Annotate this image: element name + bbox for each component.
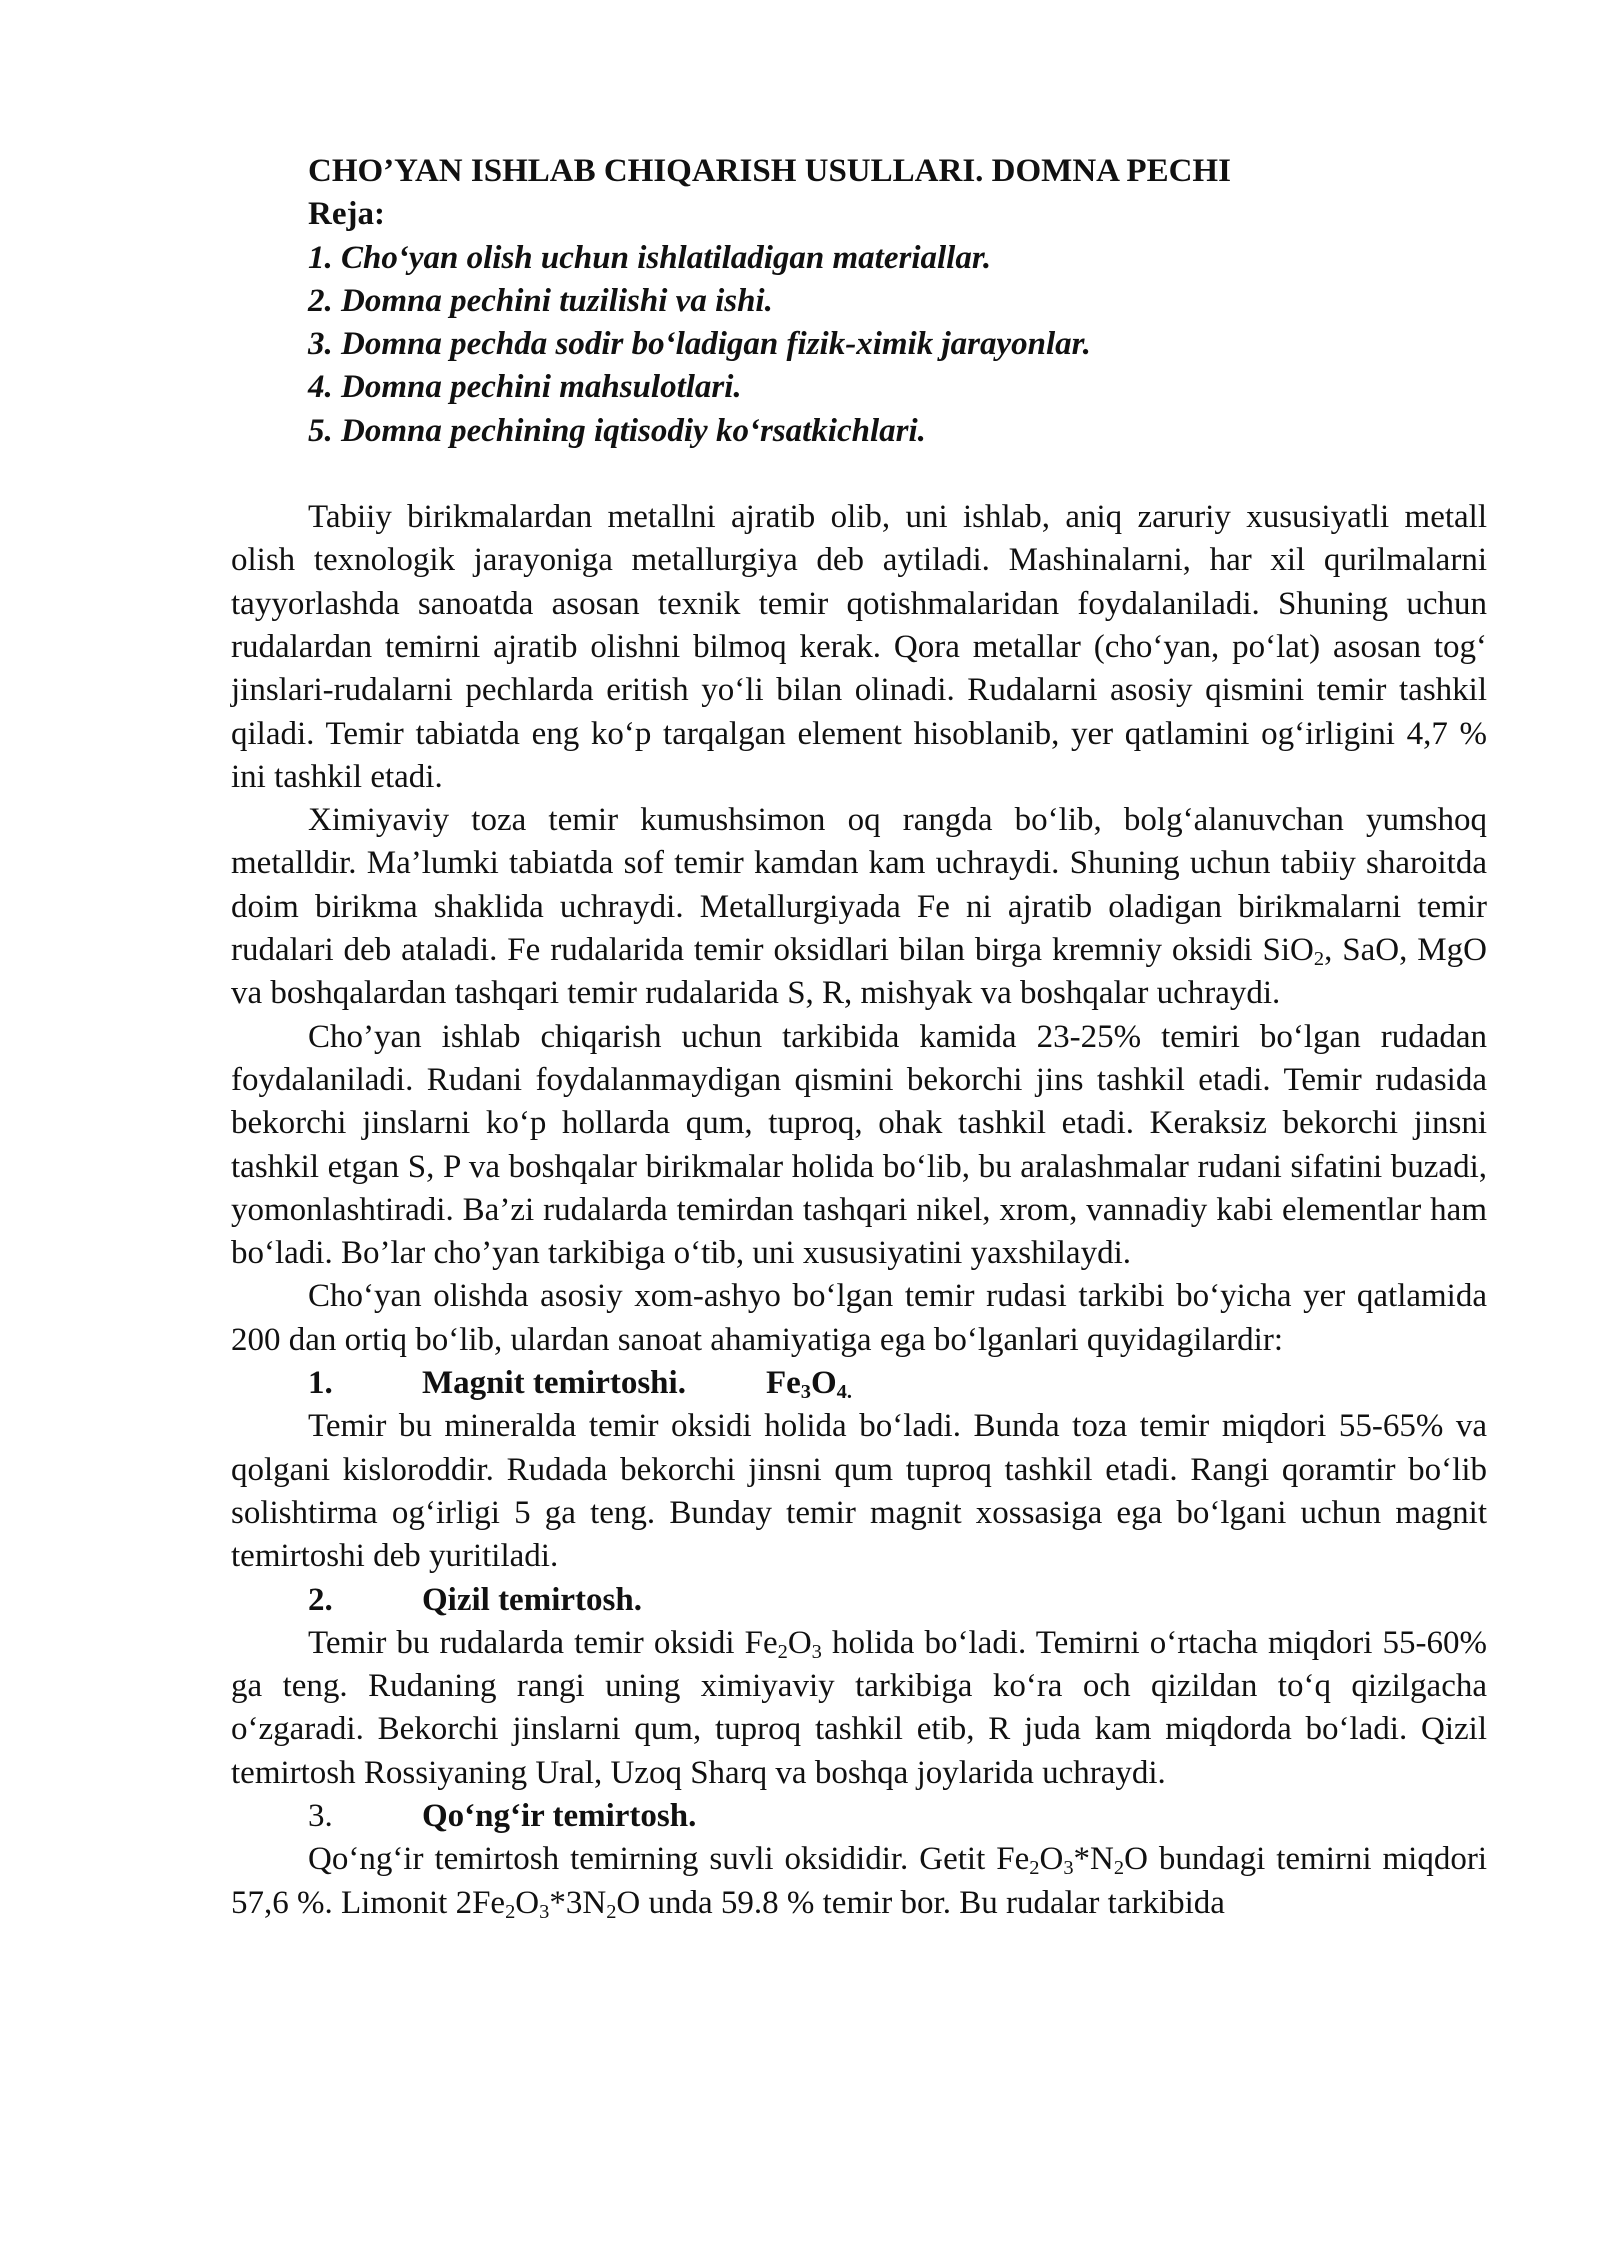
plan-item: 5. Domna pechining iqtisodiy ko‘rsatkichlari. [308,412,926,449]
plan-item: 1. Cho‘yan olish uchun ishlatiladigan materiallar. [308,239,992,276]
paragraph-hematite: Temir bu rudalarda temir oksidi $Fe_2O_3$ holida bo‘ladi. Temirni o‘rtacha miqdori 55-60% ga teng. Rudaning rangi uning ximiyaviy tarkibiga ko‘ra och qizildan to‘q qizilgacha o‘zgaradi. Bekorchi jinslarni qum, tuproq tashkil etib, R juda kam miqdorda bo‘ladi. Qizil temirtosh Rossiyaning Ural, Uzoq Sharq va boshqa joylarida uchraydi. [231,1624,1487,1791]
paragraph-pure-iron: Ximiyaviy toza temir kumushsimon oq rangda bo‘lib, bolg‘alanuvchan yumshoq metalldir. Ma’lumki tabiatda sof temir kamdan kam uchraydi. Shuning uchun tabiiy sharoitda doim birikma shaklida uchraydi. Metallurgiyada Fe ni ajratib oladigan birikmalarni temir rudalari deb ataladi. Fe rudalarida temir oksidlari bilan birga kremniy oksidi SiO$_2$, SaO, MgO va boshqalardan tashqari temir rudalarida S, R, mishyak va boshqalar uchraydi. [231,802,1487,1012]
plan-heading: Reja: [308,196,385,233]
section-heading-limonite: 3. Qo‘ng‘ir temirtosh. [308,1797,697,1834]
plan-item: 3. Domna pechda sodir bo‘ladigan fizik-ximik jarayonlar. [308,326,1091,363]
document-page [231,150,1487,1925]
document-title: CHO’YAN ISHLAB CHIQARISH USULLARI. DOMNA PECHI [308,153,1231,189]
paragraph-limonite: Qo‘ng‘ir temirtosh temirning suvli oksididir. Getit $Fe_2O_3*N_2O$ bundagi temirni miqdori 57,6 %. Limonit $2Fe_2O_3*3N_2O$ unda 59.8 % temir bor. Bu rudalar tarkibida [231,1841,1488,1923]
paragraph-cast-iron-ore: Cho’yan ishlab chiqarish uchun tarkibida kamida 23-25% temiri bo‘lgan rudadan foydalaniladi. Rudani foydalanmaydigan qismini bekorchi jins tashkil etadi. Temir rudasida bekorchi jinslarni ko‘p hollarda qum, tuproq, ohak tashkil etadi. Keraksiz bekorchi jinsni tashkil etgan S, P va boshqalar birikmalar holida bo‘lib, bu aralashmalar rudani sifatini buzadi, yomonlashtiradi. Ba’zi rudalarda temirdan tashqari nikel, xrom, vannadiy kabi elementlar ham bo‘ladi. Bo’lar cho’yan tarkibiga o‘tib, uni xususiyatini yaxshilaydi. [231,1018,1487,1272]
plan-item: 2. Domna pechini tuzilishi va ishi. [308,282,773,319]
section-heading-hematite: 2. Qizil temirtosh. [308,1581,642,1618]
formula-fe3o4: $Fe_3O_{4.}$ [765,1365,852,1404]
section-heading-magnetite: 1. Magnit temirtoshi. $Fe_3O_{4.}$ [231,1362,1487,1405]
paragraph-raw-material: Cho‘yan olishda asosiy xom-ashyo bo‘lgan temir rudasi tarkibi bo‘yicha yer qatlamida 200 dan ortiq bo‘lib, ulardan sanoat ahamiyatiga ega bo‘lganlari quyidagilardir: [231,1278,1487,1358]
paragraph-magnetite: Temir bu mineralda temir oksidi holida bo‘ladi. Bunda toza temir miqdori 55-65% va qolgani kisloroddir. Rudada bekorchi jinsni qum tuproq tashkil etadi. Rangi qoramtir bo‘lib solishtirma og‘irligi 5 ga teng. Bunday temir magnit xossasiga ega bo‘lgani uchun magnit temirtoshi deb yuritiladi. [231,1408,1487,1575]
paragraph-metallurgy: Tabiiy birikmalardan metallni ajratib olib, uni ishlab, aniq zaruriy xususiyatli metall olish texnologik jarayoniga metallurgiya deb aytiladi. Mashinalarni, har xil qurilmalarni tayyorlashda sanoatda asosan texnik temir qotishmalaridan foydalaniladi. Shuning uchun rudalardan temirni ajratib olishni bilmoq kerak. Qora metallar (cho‘yan, po‘lat) asosan tog‘ jinslari-rudalarni pechlarda eritish yo‘li bilan olinadi. Rudalarni asosiy qismini temir tashkil qiladi. Temir tabiatda eng ko‘p tarqalgan element hisoblanib, yer qatlamini og‘irligini 4,7 % ini tashkil etadi. [231,499,1487,795]
plan-item: 4. Domna pechini mahsulotlari. [308,369,742,406]
